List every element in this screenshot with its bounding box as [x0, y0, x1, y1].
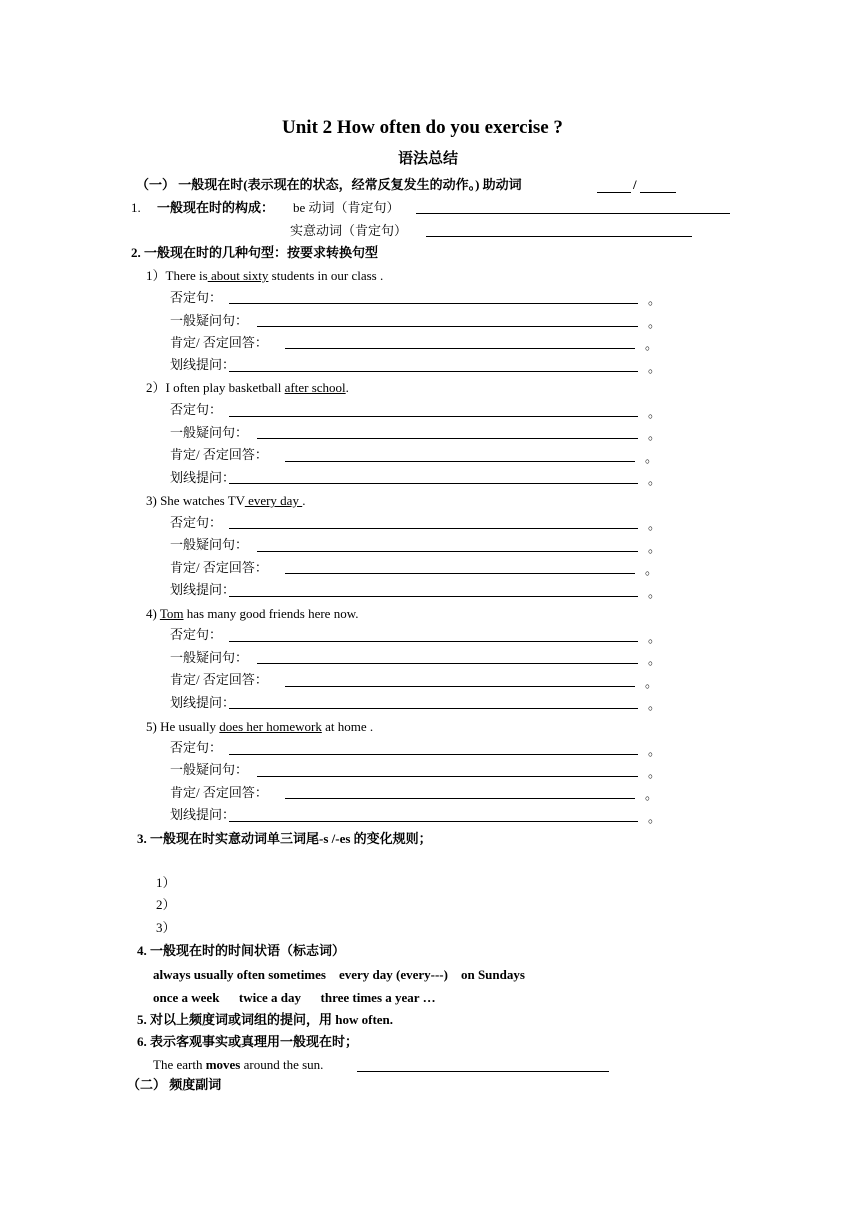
period: 。	[648, 697, 662, 712]
answer-blank[interactable]	[285, 573, 635, 574]
period: 。	[648, 585, 662, 600]
answer-blank[interactable]	[357, 1071, 609, 1072]
answer-blank[interactable]	[426, 236, 692, 237]
answer-prompt: 肯定/ 否定回答：	[170, 335, 268, 350]
answer-blank[interactable]	[229, 708, 638, 709]
negative-prompt: 否定句：	[170, 515, 223, 530]
wh-question-prompt: 划线提问：	[170, 470, 236, 485]
slash: /	[633, 177, 637, 192]
period: 。	[648, 765, 662, 780]
period: 。	[648, 652, 662, 667]
negative-prompt: 否定句：	[170, 290, 223, 305]
period: 。	[648, 427, 662, 442]
negative-prompt: 否定句：	[170, 627, 223, 642]
period: 。	[648, 360, 662, 375]
period: 。	[645, 450, 659, 465]
period: 。	[645, 337, 659, 352]
question-prompt: 一般疑问句：	[170, 313, 249, 328]
period: 。	[648, 517, 662, 532]
answer-blank[interactable]	[285, 348, 635, 349]
be-verb-label: be 动词（肯定句）	[293, 200, 400, 215]
answer-blank[interactable]	[416, 213, 730, 214]
rule-1: 1）	[156, 875, 176, 890]
page-title: Unit 2 How often do you exercise ?	[282, 117, 563, 138]
rule-3: 3）	[156, 920, 176, 935]
answer-blank[interactable]	[229, 483, 638, 484]
sentence-1: 1）There is about sixty students in our class .	[146, 268, 384, 283]
time-adverbials-line-2: once a week twice a day three times a year …	[153, 990, 436, 1005]
negative-prompt: 否定句：	[170, 740, 223, 755]
answer-blank[interactable]	[229, 641, 638, 642]
answer-blank[interactable]	[229, 821, 638, 822]
answer-prompt: 肯定/ 否定回答：	[170, 672, 268, 687]
section-2-heading: （二） 频度副词	[127, 1077, 222, 1092]
answer-prompt: 肯定/ 否定回答：	[170, 560, 268, 575]
item-1-label: 一般现在时的构成：	[157, 200, 275, 215]
answer-blank[interactable]	[229, 371, 638, 372]
wh-question-prompt: 划线提问：	[170, 807, 236, 822]
answer-blank[interactable]	[257, 776, 638, 777]
answer-blank[interactable]	[229, 528, 638, 529]
period: 。	[648, 292, 662, 307]
answer-blank[interactable]	[257, 438, 638, 439]
answer-blank[interactable]	[229, 596, 638, 597]
item-1-number: 1.	[131, 200, 141, 215]
sentence-4: 4) Tom has many good friends here now.	[146, 606, 359, 621]
answer-blank[interactable]	[257, 326, 638, 327]
answer-blank[interactable]	[229, 754, 638, 755]
wh-question-prompt: 划线提问：	[170, 357, 236, 372]
answer-prompt: 肯定/ 否定回答：	[170, 447, 268, 462]
item-6-label: 6. 表示客观事实或真理用一般现在时；	[137, 1034, 359, 1049]
answer-blank[interactable]	[597, 192, 631, 193]
time-adverbials-line-1: always usually often sometimes every day (every---) on Sundays	[153, 967, 525, 982]
period: 。	[648, 743, 662, 758]
wh-question-prompt: 划线提问：	[170, 582, 236, 597]
question-prompt: 一般疑问句：	[170, 762, 249, 777]
question-prompt: 一般疑问句：	[170, 650, 249, 665]
answer-blank[interactable]	[257, 663, 638, 664]
answer-blank[interactable]	[640, 192, 676, 193]
item-5-label: 5. 对以上频度词或词组的提问，用 how often.	[137, 1012, 394, 1027]
period: 。	[648, 315, 662, 330]
example-sentence: The earth moves around the sun.	[153, 1057, 324, 1072]
answer-blank[interactable]	[285, 461, 635, 462]
question-prompt: 一般疑问句：	[170, 537, 249, 552]
period: 。	[645, 787, 659, 802]
item-3-label: 3. 一般现在时实意动词单三词尾-s /-es 的变化规则；	[137, 831, 432, 846]
period: 。	[648, 630, 662, 645]
item-2-label: 2. 一般现在时的几种句型：按要求转换句型	[131, 245, 379, 260]
answer-prompt: 肯定/ 否定回答：	[170, 785, 268, 800]
answer-blank[interactable]	[285, 798, 635, 799]
period: 。	[645, 675, 659, 690]
item-4-label: 4. 一般现在时的时间状语（标志词）	[137, 943, 346, 958]
sentence-3: 3) She watches TV every day .	[146, 493, 306, 508]
page-subtitle: 语法总结	[398, 151, 459, 167]
answer-blank[interactable]	[257, 551, 638, 552]
wh-question-prompt: 划线提问：	[170, 695, 236, 710]
period: 。	[648, 405, 662, 420]
answer-blank[interactable]	[229, 416, 638, 417]
question-prompt: 一般疑问句：	[170, 425, 249, 440]
period: 。	[648, 472, 662, 487]
answer-blank[interactable]	[229, 303, 638, 304]
answer-blank[interactable]	[285, 686, 635, 687]
period: 。	[645, 562, 659, 577]
section-1-heading: （一） 一般现在时(表示现在的状态，经常反复发生的动作。) 助动词	[136, 177, 522, 192]
period: 。	[648, 540, 662, 555]
negative-prompt: 否定句：	[170, 402, 223, 417]
action-verb-label: 实意动词（肯定句）	[290, 223, 408, 238]
period: 。	[648, 810, 662, 825]
sentence-2: 2）I often play basketball after school.	[146, 380, 349, 395]
rule-2: 2）	[156, 897, 176, 912]
sentence-5: 5) He usually does her homework at home .	[146, 719, 374, 734]
